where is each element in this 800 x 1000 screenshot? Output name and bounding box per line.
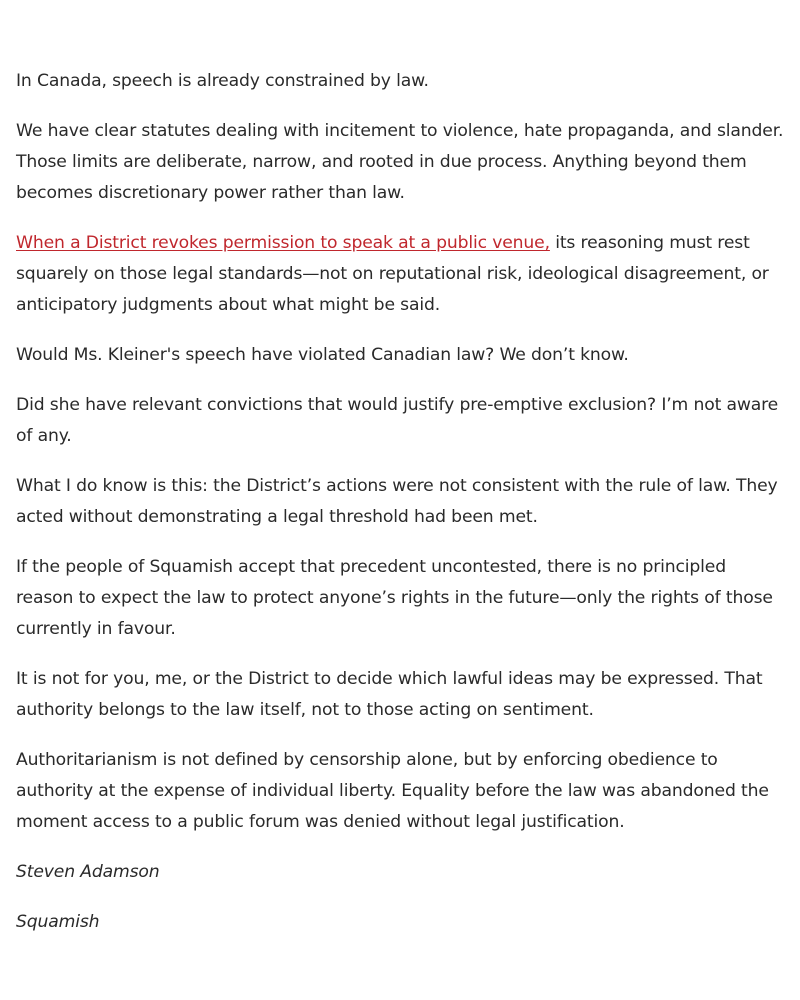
paragraph-3 xyxy=(16,228,786,321)
paragraph-5: Did she have relevant convictions that would justify pre-emptive exclusion? I’m not aware of any. xyxy=(16,395,779,446)
paragraph-9: Authoritarianism is not defined by censorship alone, but by enforcing obedience to authority at the expense of individual liberty. Equality before the law was abandoned the moment access to a public forum was denied without legal justification. xyxy=(16,750,769,832)
paragraph-2: We have clear statutes dealing with incitement to violence, hate propaganda, and slander. Those limits are deliberate, narrow, and rooted in due process. Anything beyond them becomes discretionary power rather than law. xyxy=(16,121,784,203)
author-name: Steven Adamson xyxy=(16,862,160,882)
article-body xyxy=(16,66,786,957)
paragraph-6: What I do know is this: the District’s actions were not consistent with the rule of law. They acted without demonstrating a legal threshold had been met. xyxy=(16,476,778,527)
revokes-permission-link[interactable]: When a District revokes permission to speak at a public venue, xyxy=(16,233,550,253)
paragraph-8: It is not for you, me, or the District to decide which lawful ideas may be expressed. That authority belongs to the law itself, not to those acting on sentiment. xyxy=(16,669,763,720)
paragraph-7: If the people of Squamish accept that precedent uncontested, there is no principled reason to expect the law to protect anyone’s rights in the future—only the rights of those currently in favour. xyxy=(16,557,773,639)
paragraph-1: In Canada, speech is already constrained by law. xyxy=(16,71,429,91)
paragraph-3-text: its reasoning must rest squarely on those legal standards—not on reputational risk, ideological disagreement, or anticipatory judgments about what might be said. xyxy=(16,233,769,315)
author-location: Squamish xyxy=(16,912,100,932)
paragraph-4: Would Ms. Kleiner's speech have violated Canadian law? We don’t know. xyxy=(16,345,629,365)
